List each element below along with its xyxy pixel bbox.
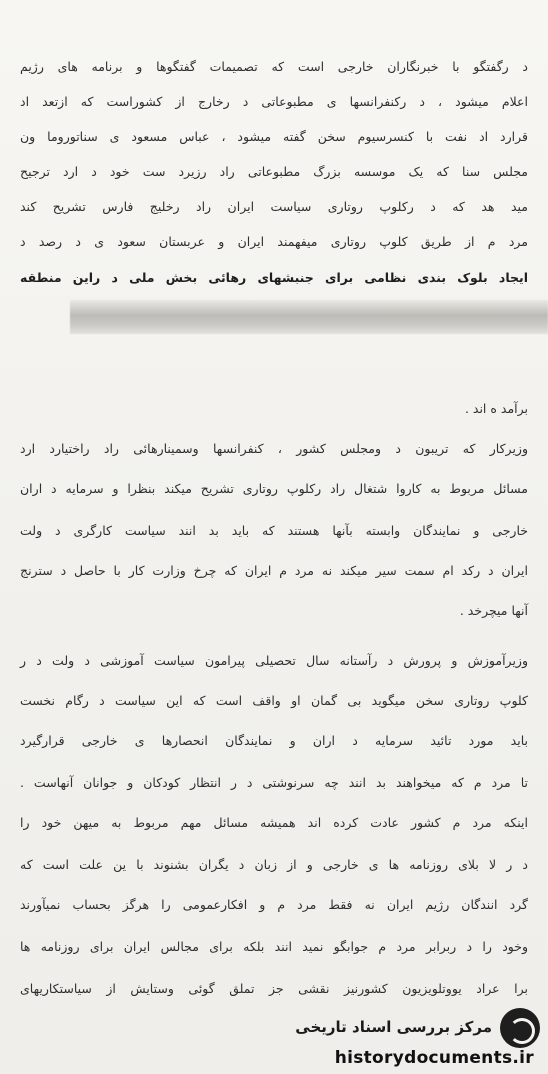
watermark-url: historydocuments.ir: [334, 1048, 534, 1068]
text-line: مجلس سنا که یک موسسه بزرگ مطبوعاتی راد رزیرد ست خود د ارد ترجیح: [20, 164, 528, 179]
text-line: برا عراد یووتلویزیون کشورنیز نقشی جز تملق گوئی وستایش از سیاستکاریهای: [20, 981, 528, 996]
text-line: اینکه مرد م کشور عادت کرده اند همیشه مسائل مهم مربوط به میهن خود را: [20, 815, 528, 830]
text-line: اعلام میشود ، د رکنفرانسها ی مطبوعاتی د رخارج از کشوراست که ازتعد اد: [20, 94, 528, 109]
text-line: ایجاد بلوک بندی نظامی برای جنبشهای رهائی بخش ملی د راین منطقه: [20, 270, 528, 285]
text-line: مرد م از طریق کلوپ روتاری میفهمند ایران و عربستان سعود ی د رصد د: [20, 234, 528, 249]
text-line: د رگفتگو با خبرنگاران خارجی است که تصمیمات گفتگوها و برنامه های رژیم: [20, 59, 528, 74]
text-line: کلوپ روتاری سخن میگوید بی گمان او واقف است که این سیاست د رگام نخست: [20, 693, 528, 708]
text-line: د ر لا بلای روزنامه ها ی خارجی و از زبان د یگران بشنوند با ین علت است که: [20, 857, 528, 872]
text-line: برآمد ه اند .: [464, 401, 528, 416]
text-line: وخود را د ربرابر مرد م جوابگو نمید انند بلکه برای مجالس ایران برای روزنامه ها: [20, 939, 528, 954]
text-line: خارجی و نمایندگان وابسته بآنها هستند که باید بد انند سیاست کارگری د ولت: [20, 523, 528, 538]
highlighted-scan-band: [70, 300, 548, 334]
archive-logo-icon: [500, 1008, 540, 1048]
text-line: باید مورد تائید سرمایه د اران و نمایندگان انحصارها ی خارجی قرارگیرد: [20, 733, 528, 748]
text-line: ایران د رکد ام سمت سیر میکند نه مرد م ایران که چرخ وزارت کار با حاصل د سترنج: [20, 563, 528, 578]
text-line: آنها میچرخد .: [459, 603, 528, 618]
watermark-title: مرکز بررسی اسناد تاریخی: [295, 1018, 492, 1036]
text-line: تا مرد م که میخواهند بد انند چه سرنوشتی د ر انتظار کودکان و جوانان آنهاست .: [20, 775, 528, 790]
watermark-logo: [248, 1004, 548, 1074]
text-line: مسائل مربوط به کاروا شتغال راد رکلوپ روتاری تشریح میکند بنظرا و سرمایه د اران: [20, 481, 528, 496]
text-line: مید هد که د رکلوپ روتاری سیاست ایران راد رخلیج فارس تشریح کند: [20, 199, 528, 214]
text-line: گرد انندگان رژیم ایران نه فقط مرد م و افکارعمومی را هرگز بحساب نمیآورند: [20, 897, 528, 912]
text-line: وزیرآموزش و پرورش د رآستانه سال تحصیلی پیرامون سیاست آموزشی د ولت د ر: [20, 653, 528, 668]
text-line: وزیرکار که تریبون د ومجلس کشور ، کنفرانسها وسمینارهائی راد راختیارد ارد: [20, 441, 528, 456]
text-line: قرارد اد نفت با کنسرسیوم سخن گفته میشود ، عباس مسعود ی سناتوروما ون: [20, 129, 528, 144]
